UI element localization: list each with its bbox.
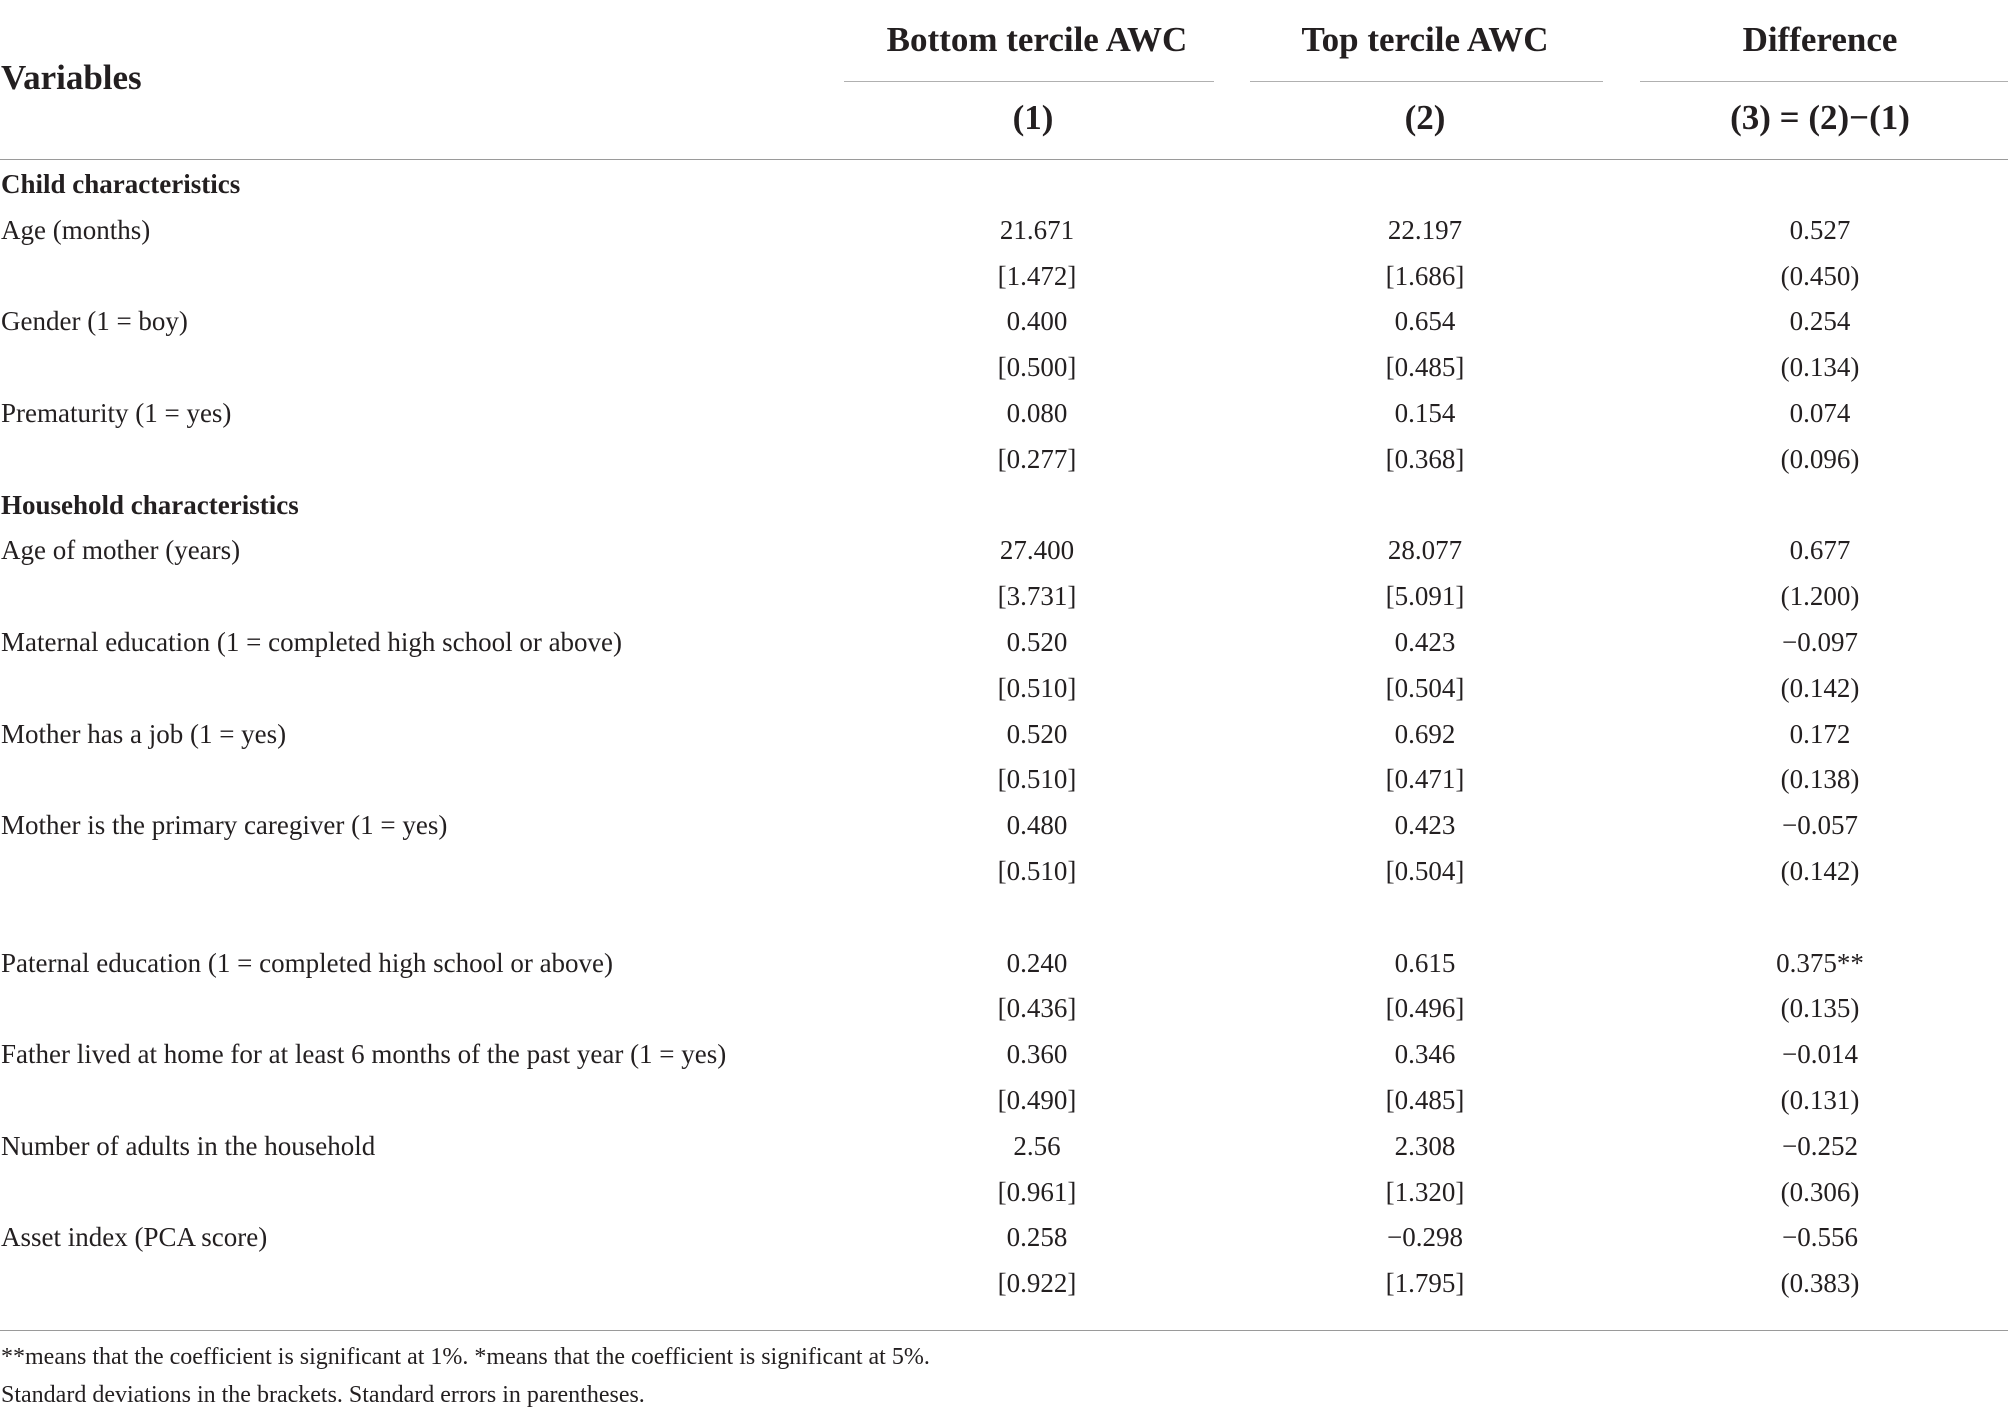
cell-top-tercile: 0.154 (1394, 397, 1456, 428)
cell-bottom-tercile: [0.510] (997, 672, 1077, 703)
cell-bottom-tercile: 0.400 (1006, 306, 1068, 337)
cell-bottom-tercile: [3.731] (997, 581, 1077, 612)
cell-difference: (0.138) (1780, 764, 1860, 795)
cell-difference: (0.306) (1780, 1176, 1860, 1207)
cell-bottom-tercile: 0.080 (1006, 397, 1068, 428)
row-label: Mother is the primary caregiver (1 = yes) (1, 810, 448, 841)
table-row (0, 1078, 2008, 1124)
table-row (0, 757, 2008, 803)
header-col1-number: (1) (1012, 98, 1054, 137)
cell-top-tercile: 22.197 (1387, 214, 1463, 245)
cell-bottom-tercile: [0.500] (997, 352, 1077, 383)
row-label: Mother has a job (1 = yes) (1, 718, 287, 749)
header-col2-title: Top tercile AWC (1301, 20, 1549, 59)
cell-bottom-tercile: 0.520 (1006, 626, 1068, 657)
cell-bottom-tercile: [0.961] (997, 1176, 1077, 1207)
table-row (0, 712, 2008, 758)
cell-top-tercile: [0.504] (1385, 672, 1465, 703)
table-row (0, 803, 2008, 849)
cell-difference: −0.556 (1782, 1222, 1858, 1253)
cell-top-tercile: [0.485] (1385, 1084, 1465, 1115)
header-col1-title: Bottom tercile AWC (886, 20, 1188, 59)
cell-top-tercile: [0.504] (1385, 855, 1465, 886)
table-row (0, 1215, 2008, 1261)
table-row (0, 528, 2008, 574)
cell-bottom-tercile: [0.922] (997, 1268, 1077, 1299)
cell-difference: (0.450) (1780, 260, 1860, 291)
cell-bottom-tercile: 21.671 (999, 214, 1075, 245)
header-col2-number: (2) (1404, 98, 1446, 137)
row-label: Number of adults in the household (1, 1130, 376, 1161)
table-row (0, 299, 2008, 345)
cell-difference: 0.074 (1789, 397, 1851, 428)
cell-bottom-tercile: 0.520 (1006, 718, 1068, 749)
cell-difference: (0.134) (1780, 352, 1860, 383)
cell-top-tercile: 0.423 (1394, 810, 1456, 841)
cell-bottom-tercile: [1.472] (997, 260, 1077, 291)
header-col3-number: (3) = (2)−(1) (1730, 98, 1910, 137)
row-label: Maternal education (1 = completed high school or above) (1, 626, 623, 657)
table-row (0, 574, 2008, 620)
row-label: Father lived at home for at least 6 months of the past year (1 = yes) (1, 1039, 727, 1070)
cell-top-tercile: [0.471] (1385, 764, 1465, 795)
table-row (0, 941, 2008, 987)
cell-difference: (0.135) (1780, 993, 1860, 1024)
cell-difference: (1.200) (1780, 581, 1860, 612)
cell-difference: (0.096) (1780, 443, 1860, 474)
cell-top-tercile: 0.346 (1394, 1039, 1456, 1070)
row-label: Age (months) (1, 214, 151, 245)
cell-top-tercile: 2.308 (1394, 1130, 1456, 1161)
cell-bottom-tercile: [0.277] (997, 443, 1077, 474)
table-row (0, 666, 2008, 712)
cell-bottom-tercile: [0.510] (997, 764, 1077, 795)
significance-note: **means that the coefficient is significant at 1%. *means that the coefficient is significant at 5%. (1, 1344, 930, 1370)
cell-bottom-tercile: [0.436] (997, 993, 1077, 1024)
table-row (0, 986, 2008, 1032)
table-row (0, 483, 2008, 529)
cell-difference: 0.677 (1789, 535, 1851, 566)
row-label: Household characteristics (1, 489, 299, 520)
row-label: Paternal education (1 = completed high school or above) (1, 947, 614, 978)
cell-bottom-tercile: 27.400 (999, 535, 1075, 566)
cell-top-tercile: [1.795] (1385, 1268, 1465, 1299)
cell-top-tercile: 0.423 (1394, 626, 1456, 657)
table-body (0, 162, 2008, 1307)
cell-difference: 0.375** (1776, 947, 1864, 978)
cell-top-tercile: [5.091] (1385, 581, 1465, 612)
cell-top-tercile: 0.615 (1394, 947, 1456, 978)
cell-bottom-tercile: 0.240 (1006, 947, 1068, 978)
cell-difference: (0.142) (1780, 855, 1860, 886)
table-row (0, 162, 2008, 208)
row-label: Prematurity (1 = yes) (1, 397, 232, 428)
header-col1-rule (844, 81, 1214, 82)
cell-difference: (0.131) (1780, 1084, 1860, 1115)
cell-top-tercile: [1.686] (1385, 260, 1465, 291)
cell-bottom-tercile: [0.510] (997, 855, 1077, 886)
cell-top-tercile: [0.485] (1385, 352, 1465, 383)
cell-top-tercile: [0.368] (1385, 443, 1465, 474)
cell-bottom-tercile: 2.56 (1013, 1130, 1061, 1161)
brackets-note: Standard deviations in the brackets. Standard errors in parentheses. (1, 1382, 645, 1408)
cell-top-tercile: 0.654 (1394, 306, 1456, 337)
cell-bottom-tercile: 0.480 (1006, 810, 1068, 841)
header-bottom-rule (0, 159, 2008, 160)
header-col3-rule (1640, 81, 2008, 82)
table-row (0, 849, 2008, 895)
cell-difference: 0.527 (1789, 214, 1851, 245)
table-row (0, 391, 2008, 437)
row-label: Asset index (PCA score) (1, 1222, 268, 1253)
row-label: Age of mother (years) (1, 535, 241, 566)
table-row (0, 1170, 2008, 1216)
row-label: Child characteristics (1, 169, 241, 199)
cell-top-tercile: 0.692 (1394, 718, 1456, 749)
cell-difference: −0.057 (1782, 810, 1858, 841)
table-row (0, 254, 2008, 300)
table-row (0, 1032, 2008, 1078)
cell-difference: (0.142) (1780, 672, 1860, 703)
table-row (0, 620, 2008, 666)
table-bottom-rule (0, 1330, 2008, 1331)
cell-top-tercile: [0.496] (1385, 993, 1465, 1024)
cell-difference: −0.097 (1782, 626, 1858, 657)
cell-bottom-tercile: [0.490] (997, 1084, 1077, 1115)
cell-bottom-tercile: 0.258 (1006, 1222, 1068, 1253)
cell-top-tercile: [1.320] (1385, 1176, 1465, 1207)
header-col2-rule (1250, 81, 1603, 82)
header-col3-title: Difference (1742, 20, 1898, 59)
table-row (0, 1261, 2008, 1307)
table-row (0, 345, 2008, 391)
table-row-spacer (0, 895, 2008, 941)
cell-difference: −0.252 (1782, 1130, 1858, 1161)
cell-difference: (0.383) (1780, 1268, 1860, 1299)
cell-difference: 0.172 (1789, 718, 1851, 749)
header-variables: Variables (1, 58, 142, 97)
table-row (0, 1124, 2008, 1170)
row-label: Gender (1 = boy) (1, 306, 188, 337)
cell-bottom-tercile: 0.360 (1006, 1039, 1068, 1070)
table-row (0, 208, 2008, 254)
cell-difference: 0.254 (1789, 306, 1851, 337)
cell-top-tercile: −0.298 (1387, 1222, 1463, 1253)
cell-top-tercile: 28.077 (1387, 535, 1463, 566)
table-row (0, 437, 2008, 483)
cell-difference: −0.014 (1782, 1039, 1858, 1070)
